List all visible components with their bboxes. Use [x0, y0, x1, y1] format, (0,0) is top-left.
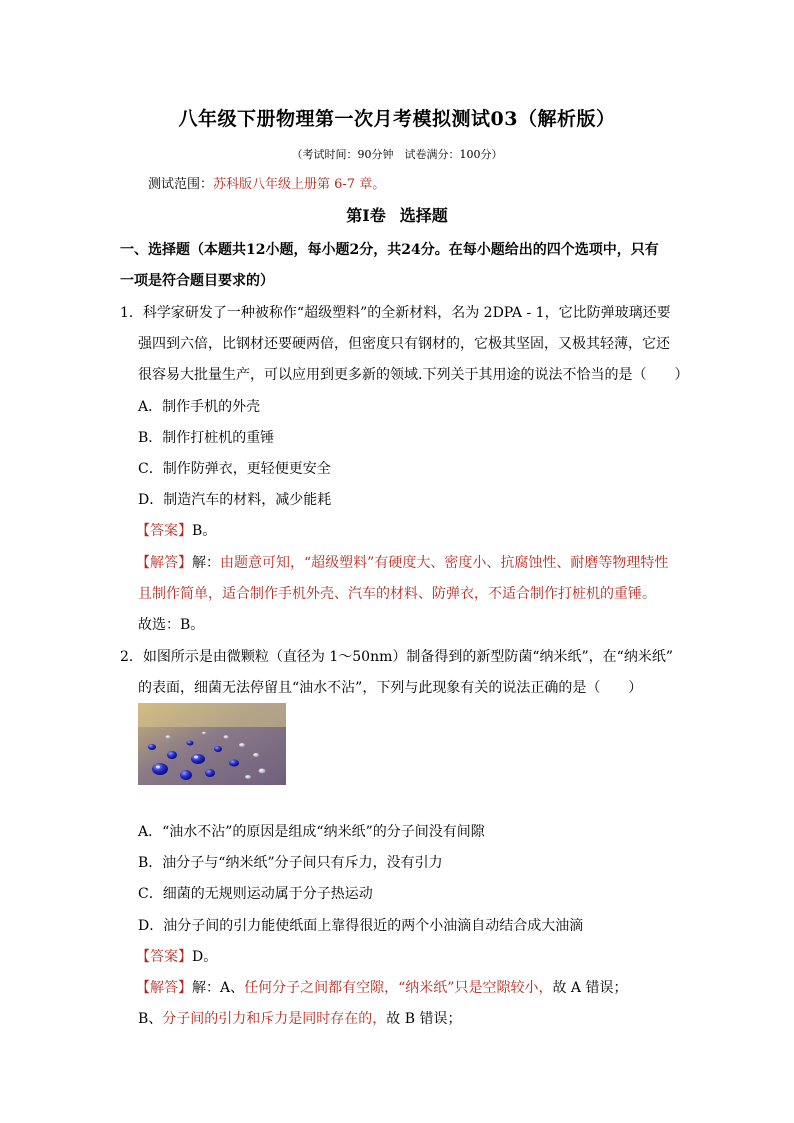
analysis-tag: 【解答】	[136, 555, 192, 571]
q2-stem-line1: 2．如图所示是由微颗粒（直径为 1～50nm）制备得到的新型防菌“纳米纸”，在“纳米纸”	[120, 649, 673, 665]
q1-analysis-line2: 且制作简单，适合制作手机外壳、汽车的材料、防弹衣，不适合制作打桩机的重锤。	[138, 586, 656, 602]
analysis-lead: 解：	[192, 555, 220, 571]
q1-stem-line1: 1．科学家研发了一种被称作“超级塑料”的全新材料，名为 2DPA - 1，它比防弹玻璃还要	[120, 305, 671, 321]
answer-value: D。	[192, 949, 218, 965]
answer-value: B。	[192, 523, 217, 539]
part-title-number: 第Ⅰ卷	[346, 206, 386, 225]
q1-stem-line2: 强四到六倍，比钢材还要硬两倍，但密度只有钢材的，它极其坚固，又极其轻薄，它还	[138, 336, 670, 352]
q2-analysis-line1	[136, 978, 627, 998]
analysis-lead: 解：A、	[192, 980, 245, 996]
analysis-end: 故 A 错误；	[552, 980, 628, 996]
q1-option-c: C．制作防弹衣，更轻便更安全	[138, 461, 331, 477]
analysis-text: 分子间的引力和斥力是同时存在的，	[162, 1011, 387, 1027]
q1-answer	[136, 521, 216, 541]
scope-value: 苏科版八年级上册第 6-7 章。	[213, 177, 386, 192]
q2-option-a: A．“油水不沾”的原因是组成“纳米纸”的分子间没有间隙	[138, 824, 485, 840]
part-title	[0, 203, 794, 226]
q1-option-a: A．制作手机的外壳	[138, 399, 261, 415]
q2-option-d: D．油分子间的引力能使纸面上靠得很近的两个小油滴自动结合成大油滴	[138, 918, 584, 934]
scope-label: 测试范围：	[148, 177, 214, 192]
q1-option-b: B．制作打桩机的重锤	[138, 430, 275, 446]
q2-answer	[136, 947, 217, 967]
q2-option-c: C．细菌的无规则运动属于分子热运动	[138, 886, 373, 902]
q1-analysis-line1	[136, 553, 668, 573]
analysis-tag: 【解答】	[136, 980, 192, 996]
test-scope	[148, 173, 385, 192]
page-title: 八年级下册物理第一次月考模拟测试03（解析版）	[178, 108, 616, 130]
q1-stem-line3: 很容易大批量生产，可以应用到更多新的领域.下列关于其用途的说法不恰当的是（ ）	[138, 367, 689, 383]
q1-choose: 故选：B。	[138, 617, 205, 633]
q2-analysis-line2	[138, 1009, 462, 1029]
analysis-text: 由题意可知，“超级塑料”有硬度大、密度小、抗腐蚀性、耐磨等物理特性	[220, 555, 669, 571]
exam-info: （考试时间：90分钟 试卷满分：100分）	[291, 148, 503, 161]
nano-paper-droplets-photo	[138, 703, 286, 785]
q2-stem-line2: 的表面，细菌无法停留且“油水不沾”，下列与此现象有关的说法正确的是（ ）	[138, 680, 643, 696]
q2-option-b: B．油分子与“纳米纸”分子间只有斥力，没有引力	[138, 855, 443, 871]
analysis-lead: B、	[138, 1011, 163, 1027]
answer-tag: 【答案】	[136, 949, 192, 965]
answer-tag: 【答案】	[136, 523, 192, 539]
section-heading-cont: 一项是符合题目要求的）	[120, 273, 274, 289]
part-title-name: 选择题	[399, 206, 448, 225]
section-heading: 一、选择题（本题共12小题，每小题2分，共24分。在每小题给出的四个选项中，只有	[120, 242, 659, 258]
analysis-text: 任何分子之间都有空隙，“纳米纸”只是空隙较小，	[244, 980, 553, 996]
q1-option-d: D．制造汽车的材料，减少能耗	[138, 492, 332, 508]
analysis-end: 故 B 错误；	[386, 1011, 462, 1027]
